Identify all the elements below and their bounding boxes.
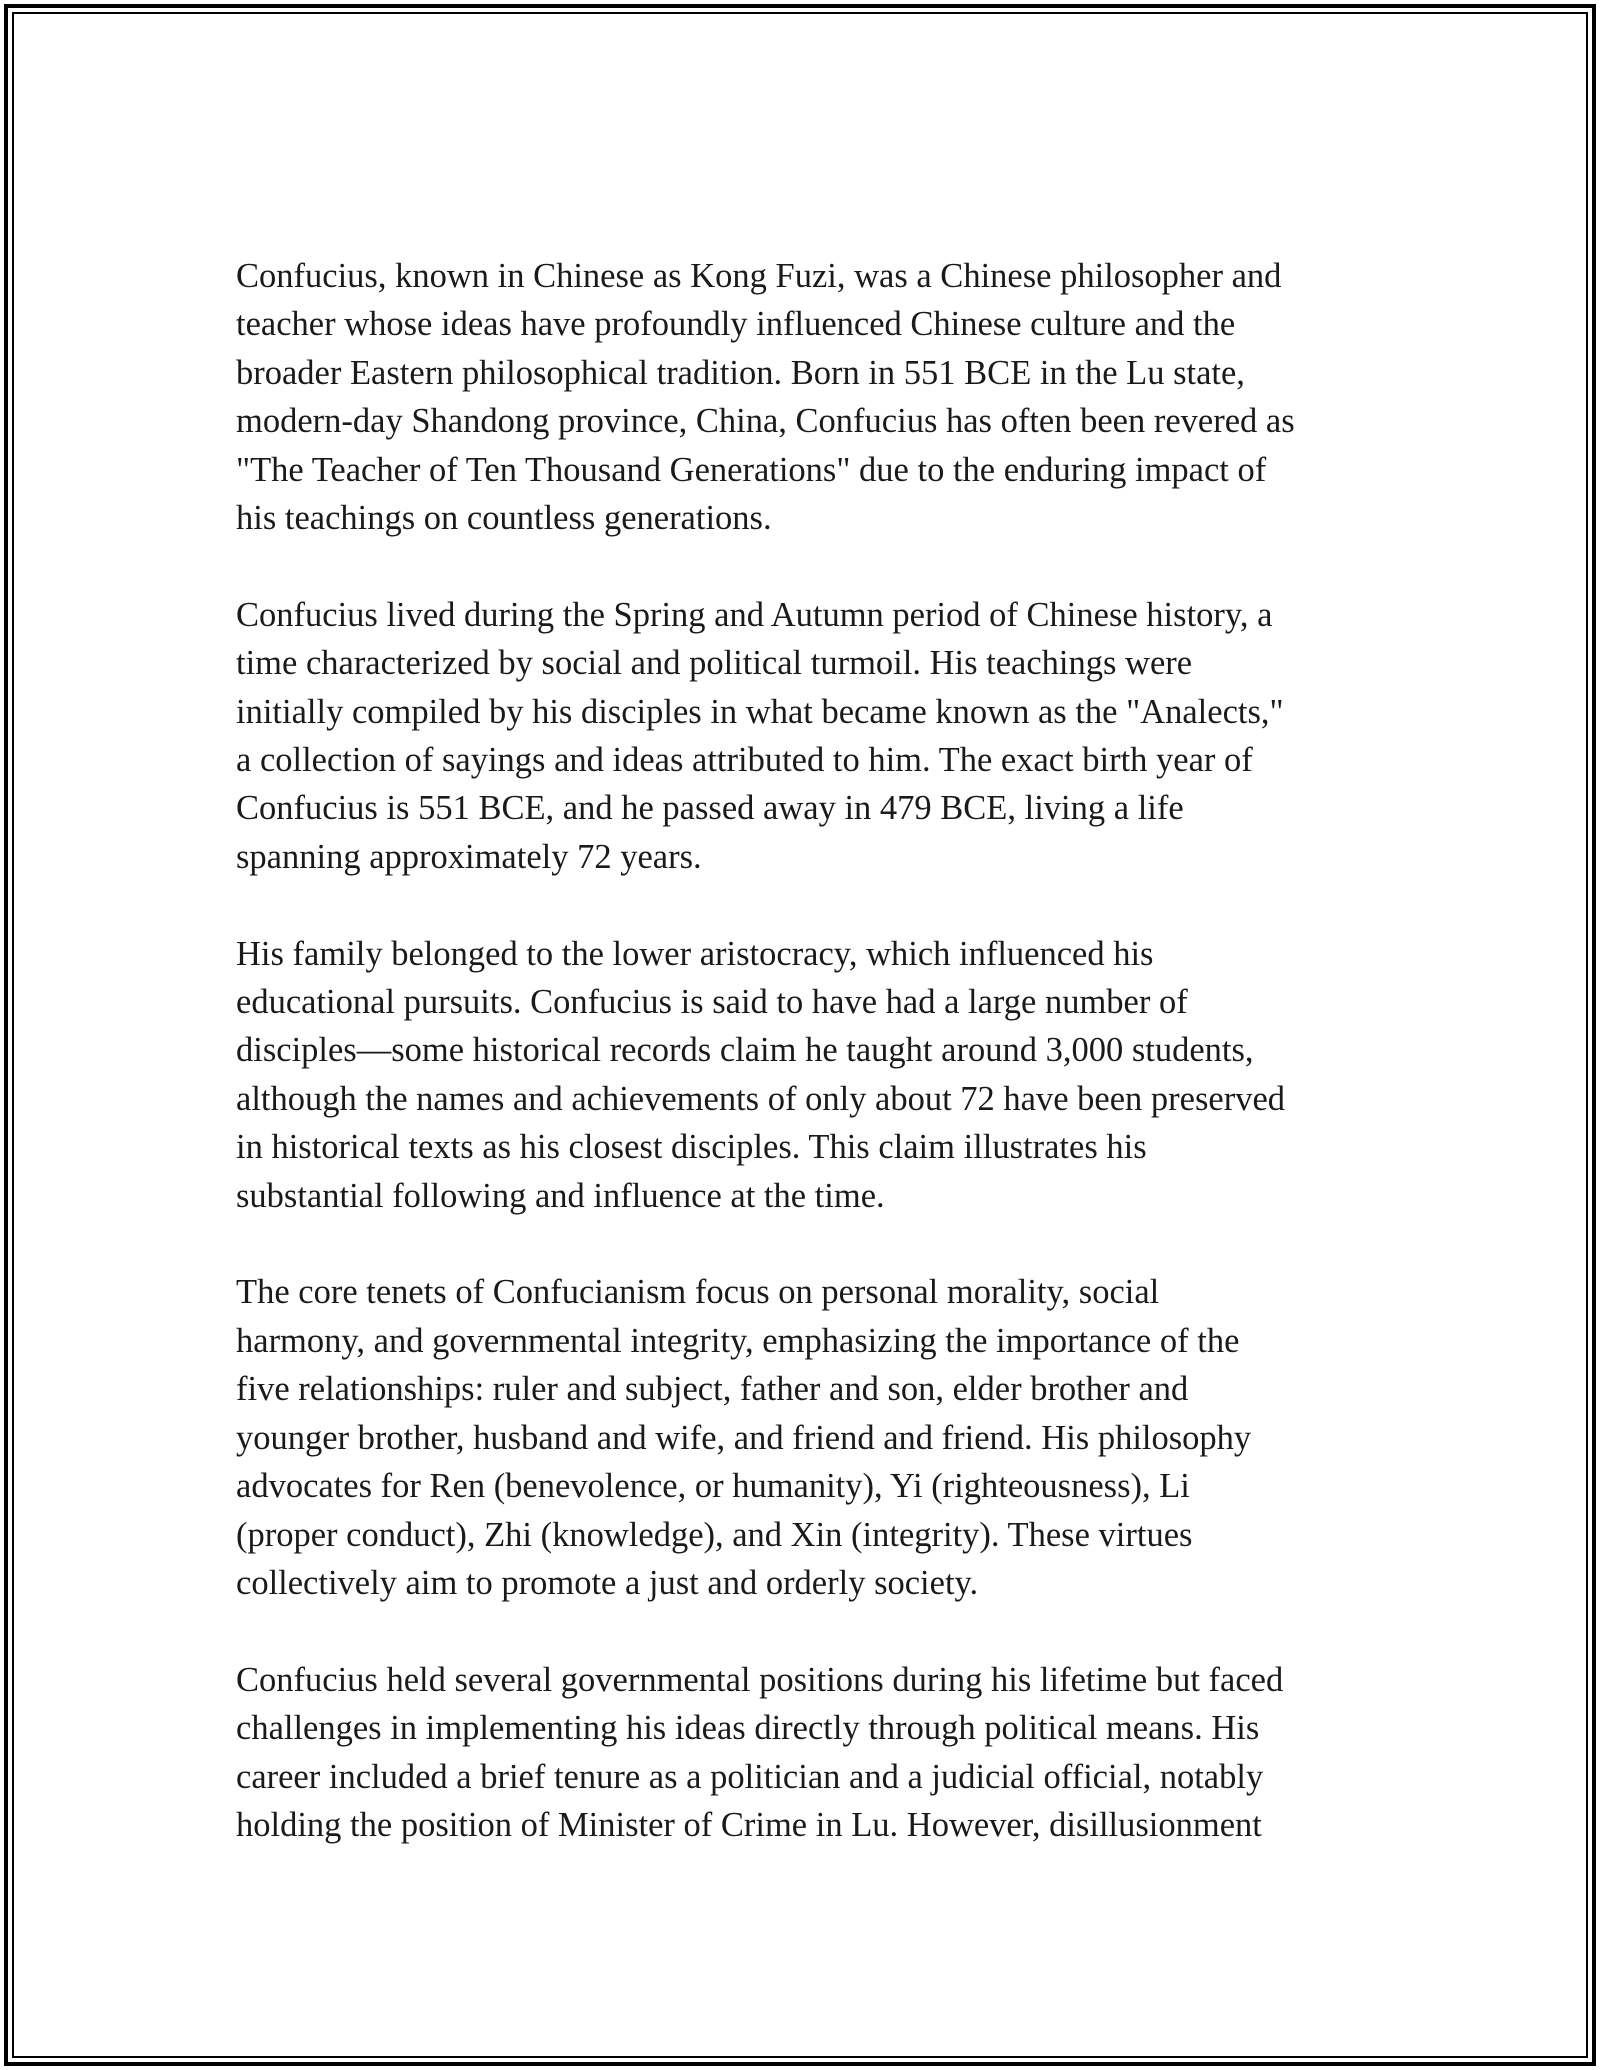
paragraph-5 bbox=[236, 1656, 1376, 1850]
document-body bbox=[236, 252, 1376, 1898]
text-line: challenges in implementing his ideas directly through political means. His bbox=[236, 1709, 1260, 1748]
text-line: "The Teacher of Ten Thousand Generations" due to the enduring impact of bbox=[236, 450, 1267, 489]
paragraph-4 bbox=[236, 1268, 1376, 1607]
text-line: modern-day Shandong province, China, Confucius has often been revered as bbox=[236, 402, 1295, 441]
text-line: harmony, and governmental integrity, emphasizing the importance of the bbox=[236, 1321, 1240, 1360]
text-line: a collection of sayings and ideas attributed to him. The exact birth year of bbox=[236, 741, 1253, 780]
text-line: advocates for Ren (benevolence, or humanity), Yi (righteousness), Li bbox=[236, 1467, 1190, 1506]
text-line: his teachings on countless generations. bbox=[236, 499, 772, 538]
paragraph-1 bbox=[236, 252, 1376, 542]
text-line: in historical texts as his closest disciples. This claim illustrates his bbox=[236, 1128, 1147, 1167]
text-line: substantial following and influence at the time. bbox=[236, 1176, 885, 1215]
text-line: collectively aim to promote a just and orderly society. bbox=[236, 1563, 979, 1602]
text-line: His family belonged to the lower aristocracy, which influenced his bbox=[236, 934, 1154, 973]
text-line: although the names and achievements of only about 72 have been preserved bbox=[236, 1079, 1286, 1118]
text-line: Confucius, known in Chinese as Kong Fuzi, was a Chinese philosopher and bbox=[236, 257, 1282, 295]
text-line: career included a brief tenure as a politician and a judicial official, notably bbox=[236, 1757, 1264, 1796]
text-line: holding the position of Minister of Crime in Lu. However, disillusionment bbox=[236, 1805, 1262, 1844]
paragraph-3 bbox=[236, 930, 1376, 1220]
text-line: Confucius lived during the Spring and Autumn period of Chinese history, a bbox=[236, 595, 1273, 634]
text-line: (proper conduct), Zhi (knowledge), and Xin (integrity). These virtues bbox=[236, 1515, 1193, 1554]
text-line: younger brother, husband and wife, and friend and friend. His philosophy bbox=[236, 1418, 1252, 1457]
text-line: Confucius held several governmental positions during his lifetime but faced bbox=[236, 1660, 1284, 1699]
text-line: five relationships: ruler and subject, father and son, elder brother and bbox=[236, 1370, 1189, 1409]
text-line: time characterized by social and political turmoil. His teachings were bbox=[236, 644, 1193, 683]
paragraph-2 bbox=[236, 591, 1376, 881]
text-line: initially compiled by his disciples in what became known as the "Analects," bbox=[236, 692, 1284, 731]
text-line: The core tenets of Confucianism focus on personal morality, social bbox=[236, 1273, 1160, 1312]
text-line: Confucius is 551 BCE, and he passed away in 479 BCE, living a life bbox=[236, 789, 1184, 828]
text-line: teacher whose ideas have profoundly influenced Chinese culture and the bbox=[236, 305, 1236, 344]
text-line: educational pursuits. Confucius is said to have had a large number of bbox=[236, 983, 1188, 1022]
text-line: disciples—some historical records claim he taught around 3,000 students, bbox=[236, 1031, 1254, 1070]
text-line: spanning approximately 72 years. bbox=[236, 837, 702, 876]
text-line: broader Eastern philosophical tradition. Born in 551 BCE in the Lu state, bbox=[236, 353, 1245, 392]
